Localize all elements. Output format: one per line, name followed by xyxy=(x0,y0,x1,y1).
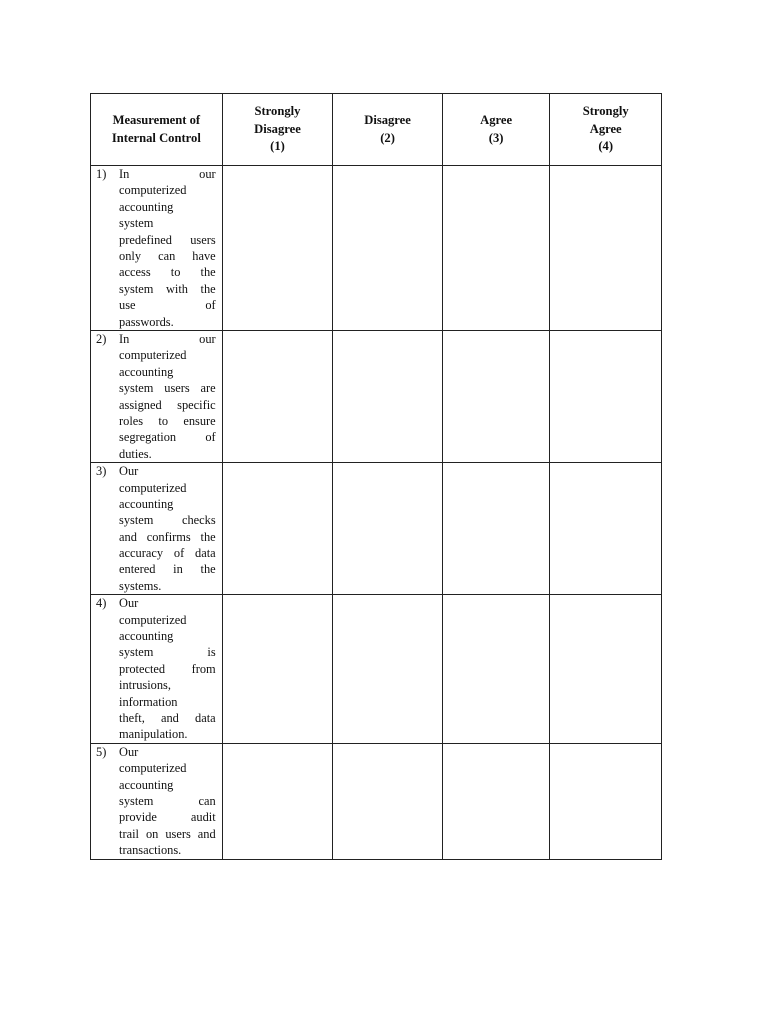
header-measurement xyxy=(91,94,223,166)
rating-cell-strongly-agree[interactable] xyxy=(550,595,662,744)
table-header-row xyxy=(91,94,662,166)
rating-cell-disagree[interactable] xyxy=(333,166,443,331)
statement-line: duties. xyxy=(119,446,152,461)
statement-line: segregation of xyxy=(119,430,216,445)
item-number: 2) xyxy=(96,332,107,346)
rating-cell-agree[interactable] xyxy=(442,743,550,859)
statement-line: protected from xyxy=(119,661,216,676)
statement-line: accounting xyxy=(119,364,174,379)
statement-cell xyxy=(91,743,223,859)
rating-cell-strongly-disagree[interactable] xyxy=(222,331,333,463)
statement-line: Our xyxy=(119,744,139,759)
item-statement xyxy=(119,744,216,859)
statement-cell xyxy=(91,463,223,595)
statement-line: accounting xyxy=(119,496,174,511)
rating-cell-disagree[interactable] xyxy=(333,331,443,463)
statement-line: In our xyxy=(119,167,216,181)
rating-cell-disagree[interactable] xyxy=(333,463,443,595)
header-agree-score: (3) xyxy=(488,130,504,145)
statement-line: system xyxy=(119,216,154,231)
statement-line: trail on users and xyxy=(119,826,216,841)
statement-line: only can have xyxy=(119,248,216,263)
rating-cell-strongly-agree[interactable] xyxy=(550,743,662,859)
statement-line: passwords. xyxy=(119,314,174,329)
rating-cell-disagree[interactable] xyxy=(333,743,443,859)
statement-line: entered in the xyxy=(119,562,216,577)
rating-cell-disagree[interactable] xyxy=(333,595,443,744)
rating-cell-strongly-agree[interactable] xyxy=(550,463,662,595)
header-strongly-agree-line: Agree xyxy=(589,121,622,136)
statement-line: predefined users xyxy=(119,232,216,247)
item-number: 1) xyxy=(96,167,107,181)
statement-line: access to the xyxy=(119,265,216,280)
statement-line: roles to ensure xyxy=(119,413,216,428)
statement-cell xyxy=(91,595,223,744)
statement-line: In our xyxy=(119,332,216,346)
item-statement xyxy=(119,331,216,462)
statement-line: theft, and data xyxy=(119,710,216,725)
item-statement xyxy=(119,463,216,594)
header-strongly-agree-line: Strongly xyxy=(582,104,629,119)
statement-line: manipulation. xyxy=(119,727,188,742)
statement-line: Our xyxy=(119,596,139,611)
header-disagree-score: (2) xyxy=(380,130,395,145)
item-statement xyxy=(119,166,216,330)
header-measurement-line: Measurement of xyxy=(112,113,201,127)
statement-line: accounting xyxy=(119,199,174,214)
statement-line: computerized xyxy=(119,612,187,627)
header-strongly-disagree-line: Disagree xyxy=(254,121,301,136)
table-row xyxy=(91,166,662,331)
statement-line: computerized xyxy=(119,761,187,776)
statement-line: accounting xyxy=(119,777,174,792)
statement-line: computerized xyxy=(119,183,187,198)
statement-line: computerized xyxy=(119,348,187,363)
table-row xyxy=(91,743,662,859)
header-strongly-agree xyxy=(550,94,662,166)
rating-cell-agree[interactable] xyxy=(442,595,550,744)
statement-line: provide audit xyxy=(119,810,216,825)
statement-line: information xyxy=(119,694,178,709)
item-number: 3) xyxy=(96,464,107,479)
rating-cell-agree[interactable] xyxy=(442,166,550,331)
header-strongly-agree-score: (4) xyxy=(598,139,614,154)
header-agree xyxy=(442,94,550,166)
header-agree-line: Agree xyxy=(480,113,513,127)
statement-line: intrusions, xyxy=(119,678,171,693)
header-strongly-disagree-score: (1) xyxy=(270,139,285,154)
statement-line: and confirms the xyxy=(119,529,216,544)
statement-line: system checks xyxy=(119,513,216,528)
rating-cell-strongly-disagree[interactable] xyxy=(222,463,333,595)
statement-line: system with the xyxy=(119,281,216,296)
statement-line: assigned specific xyxy=(119,397,216,412)
rating-cell-agree[interactable] xyxy=(442,463,550,595)
table-row xyxy=(91,463,662,595)
statement-line: computerized xyxy=(119,480,187,495)
header-disagree-line: Disagree xyxy=(364,113,411,127)
header-disagree xyxy=(333,94,443,166)
header-strongly-disagree-line: Strongly xyxy=(254,104,301,119)
header-strongly-disagree xyxy=(222,94,333,166)
statement-line: accounting xyxy=(119,629,174,644)
rating-cell-strongly-disagree[interactable] xyxy=(222,595,333,744)
statement-line: Our xyxy=(119,464,139,479)
statement-line: system users are xyxy=(119,381,216,396)
item-statement xyxy=(119,595,216,743)
table-row xyxy=(91,595,662,744)
statement-cell xyxy=(91,331,223,463)
table-row xyxy=(91,331,662,463)
statement-line: accuracy of data xyxy=(119,546,216,561)
item-number: 4) xyxy=(96,596,107,611)
statement-line: system is xyxy=(119,645,216,660)
rating-cell-strongly-agree[interactable] xyxy=(550,166,662,331)
statement-line: transactions. xyxy=(119,843,182,858)
item-number: 5) xyxy=(96,744,107,759)
internal-control-survey-table xyxy=(90,93,662,860)
statement-line: systems. xyxy=(119,578,162,593)
rating-cell-strongly-disagree[interactable] xyxy=(222,743,333,859)
rating-cell-strongly-disagree[interactable] xyxy=(222,166,333,331)
statement-line: use of xyxy=(119,298,216,313)
rating-cell-agree[interactable] xyxy=(442,331,550,463)
rating-cell-strongly-agree[interactable] xyxy=(550,331,662,463)
statement-cell xyxy=(91,166,223,331)
statement-line: system can xyxy=(119,793,216,808)
header-measurement-line: Internal Control xyxy=(111,130,201,145)
